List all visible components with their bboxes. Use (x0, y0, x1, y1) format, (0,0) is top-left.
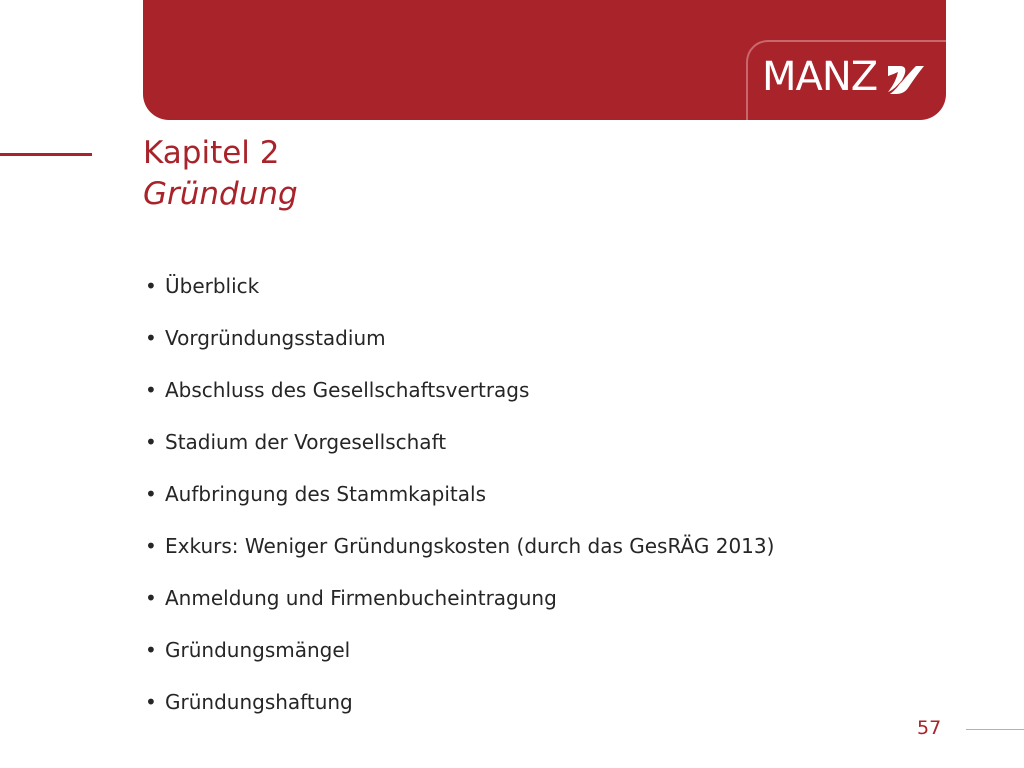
manz-wave-icon (886, 62, 926, 96)
list-item (143, 634, 774, 686)
bullet-text: Gründungshaftung (165, 690, 353, 714)
bullet-text: Stadium der Vorgesellschaft (165, 430, 447, 454)
list-item (143, 686, 774, 738)
bullet-text: Anmeldung und Firmenbucheintragung (165, 586, 557, 610)
slide-title: Kapitel 2 (143, 135, 280, 171)
list-item (143, 530, 774, 582)
bullet-icon: • (145, 326, 157, 350)
bullet-text: Exkurs: Weniger Gründungskosten (durch das GesRÄG 2013) (165, 534, 775, 558)
bullet-icon: • (145, 586, 157, 610)
bullet-icon: • (145, 378, 157, 402)
bullet-icon: • (145, 638, 157, 662)
list-item (143, 582, 774, 634)
manz-logo-text: MANZ (762, 54, 878, 100)
bullet-text: Aufbringung des Stammkapitals (165, 482, 486, 506)
bullet-icon: • (145, 690, 157, 714)
bullet-text: Abschluss des Gesellschaftsvertrags (165, 378, 530, 402)
bullet-icon: • (145, 430, 157, 454)
bullet-list (143, 270, 774, 738)
list-item (143, 426, 774, 478)
list-item (143, 322, 774, 374)
bullet-icon: • (145, 534, 157, 558)
left-accent-rule (0, 153, 92, 156)
page-number: 57 (917, 717, 942, 739)
bullet-icon: • (145, 482, 157, 506)
bullet-text: Vorgründungsstadium (165, 326, 386, 350)
list-item (143, 374, 774, 426)
bullet-text: Gründungsmängel (165, 638, 351, 662)
list-item (143, 270, 774, 322)
list-item (143, 478, 774, 530)
footer-rule (966, 729, 1024, 730)
bullet-text: Überblick (165, 274, 260, 298)
bullet-icon: • (145, 274, 157, 298)
slide-subtitle: Gründung (143, 176, 298, 212)
